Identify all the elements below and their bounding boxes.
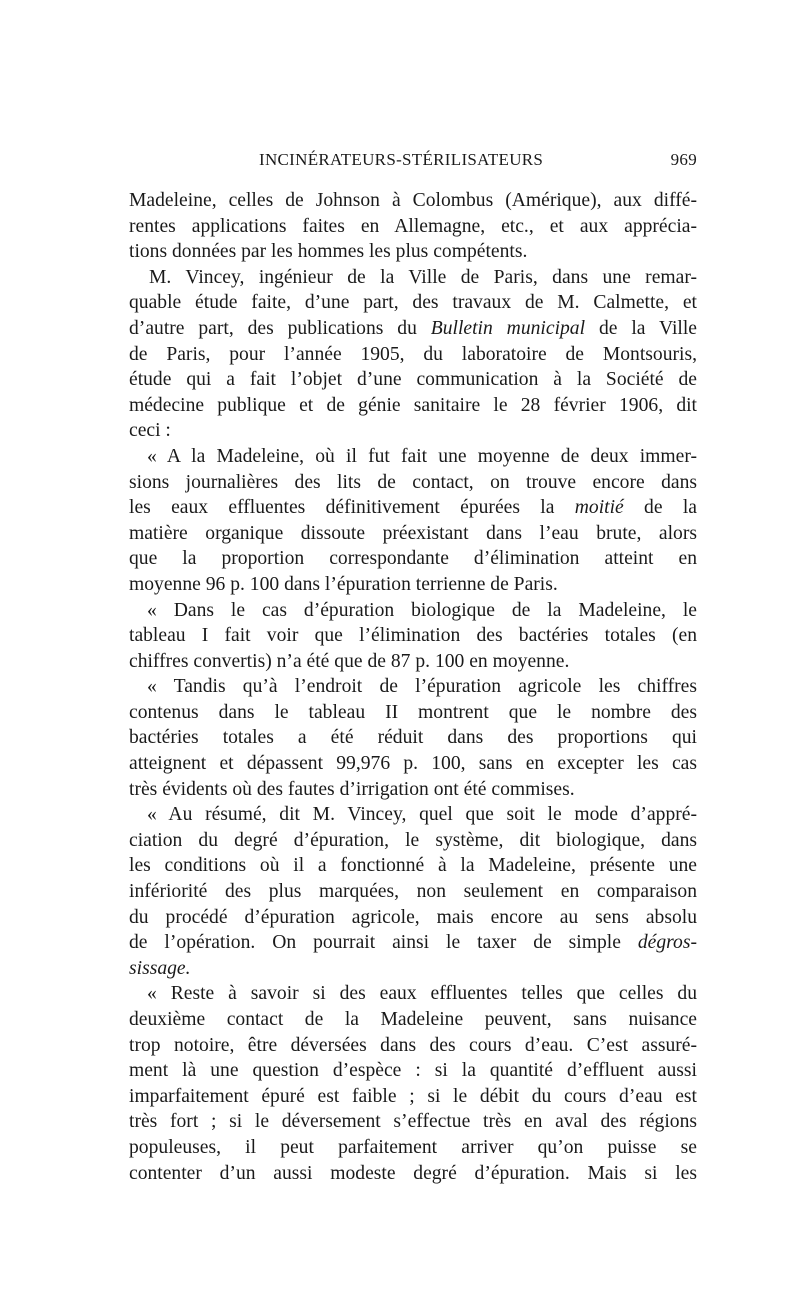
italic-title: Bulletin municipal (430, 317, 586, 339)
text-line: infériorité des plus marquées, non seulement en comparaison (129, 881, 697, 903)
text-line: étude qui a fait l’objet d’une communication à la Société de (129, 369, 697, 391)
text-segment: d’autre part, des publications du (129, 317, 417, 339)
text-line: les conditions où il a fonctionné à la Madeleine, présente une (129, 855, 697, 877)
text-line: quable étude faite, d’une part, des travaux de M. Calmette, et (129, 292, 697, 314)
text-line: tableau I fait voir que l’élimination des bactéries totales (en (129, 625, 697, 647)
italic-word: dégros- (637, 932, 697, 954)
text-line: sions journalières des lits de contact, on trouve encore dans (129, 471, 697, 493)
text-segment: de la (644, 497, 697, 519)
text-line: atteignent et dépassent 99,976 p. 100, sans en excepter les cas (129, 753, 697, 775)
text-segment: de la Ville (598, 317, 697, 339)
text-line: populeuses, il peut parfaitement arriver qu’on puisse se (129, 1136, 697, 1158)
text-line: imparfaitement épuré est faible ; si le débit du cours d’eau est (129, 1085, 697, 1107)
text-line: « Dans le cas d’épuration biologique de la Madeleine, le (147, 599, 697, 621)
text-line-mixed (129, 316, 697, 342)
text-line: de Paris, pour l’année 1905, du laboratoire de Montsouris, (129, 343, 697, 365)
book-page (129, 150, 697, 1186)
text-line: « Au résumé, dit M. Vincey, quel que soit le mode d’appré- (147, 804, 697, 826)
text-line: ment là une question d’espèce : si la quantité d’effluent aussi (129, 1060, 697, 1082)
text-line-mixed (129, 495, 697, 521)
text-line: matière organique dissoute préexistant dans l’eau brute, alors (129, 522, 697, 544)
page-number: 969 (670, 150, 697, 169)
text-line-mixed (129, 930, 697, 956)
italic-word: moitié (574, 497, 624, 519)
text-segment: de l’opération. On pourrait ainsi le taxer de simple (129, 932, 621, 954)
text-line: rentes applications faites en Allemagne, etc., et aux apprécia- (129, 215, 697, 237)
text-line: contenus dans le tableau II montrent que le nombre des (129, 701, 697, 723)
text-line: trop notoire, être déversées dans des cours d’eau. C’est assuré- (129, 1034, 697, 1056)
text-line: chiffres convertis) n’a été que de 87 p. 100 en moyenne. (129, 650, 570, 672)
text-line: M. Vincey, ingénieur de la Ville de Paris, dans une remar- (149, 266, 697, 288)
italic-word: sissage. (129, 957, 191, 979)
text-line: Madeleine, celles de Johnson à Colombus (Amérique), aux diffé- (129, 190, 697, 211)
text-segment: les eaux effluentes définitivement épurées la (129, 497, 555, 519)
text-line: moyenne 96 p. 100 dans l’épuration terrienne de Paris. (129, 573, 558, 595)
body-text (129, 188, 697, 1186)
text-line: médecine publique et de génie sanitaire le 28 février 1906, dit (129, 394, 697, 416)
text-line: ceci : (129, 420, 171, 442)
text-line: ciation du degré d’épuration, le système, dit biologique, dans (129, 829, 697, 851)
text-line: deuxième contact de la Madeleine peuvent, sans nuisance (129, 1009, 697, 1030)
text-line: très évidents où des fautes d’irrigation ont été commises. (129, 778, 575, 800)
text-line: bactéries totales a été réduit dans des proportions qui (129, 727, 697, 749)
text-line: « A la Madeleine, où il fut fait une moyenne de deux immer- (147, 445, 697, 467)
text-line: « Tandis qu’à l’endroit de l’épuration agricole les chiffres (147, 676, 697, 698)
text-line-mixed (129, 956, 697, 982)
text-line: tions données par les hommes les plus compétents. (129, 241, 528, 263)
text-line: du procédé d’épuration agricole, mais encore au sens absolu (129, 906, 697, 928)
text-line: très fort ; si le déversement s’effectue très en aval des régions (129, 1111, 697, 1133)
text-line: que la proportion correspondante d’élimination atteint en (129, 548, 697, 570)
text-line: contenter d’un aussi modeste degré d’épuration. Mais si les (129, 1162, 697, 1184)
running-head (129, 150, 697, 180)
text-line: « Reste à savoir si des eaux effluentes telles que celles du (147, 983, 697, 1005)
running-title: INCINÉRATEURS-STÉRILISATEURS (259, 150, 544, 169)
